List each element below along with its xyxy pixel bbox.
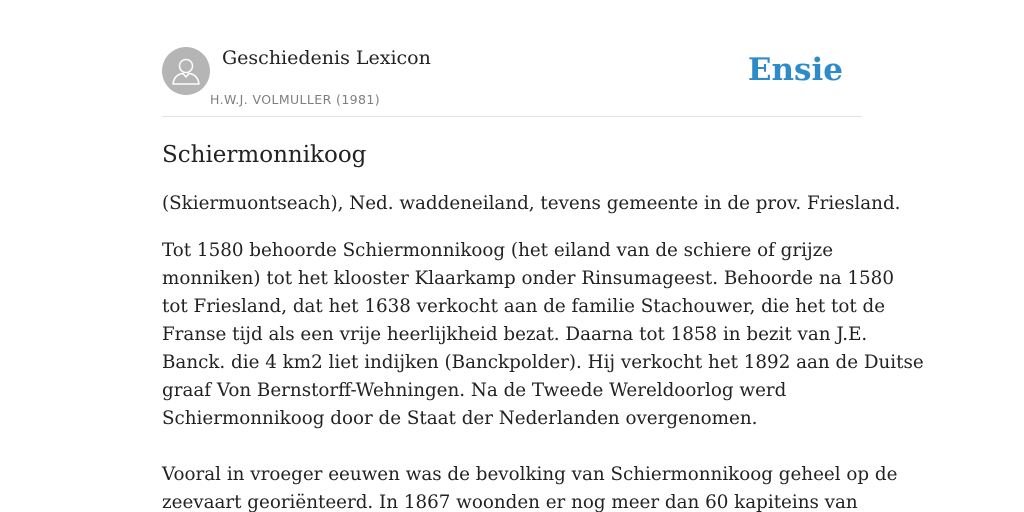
paragraph-line: Franse tijd als een vrije heerlijkheid bezat. Daarna tot 1858 in bezit van J.E.	[162, 324, 868, 345]
user-silhouette-icon	[162, 47, 210, 95]
paragraph-line: Schiermonnikoog door de Staat der Nederlanden overgenomen.	[162, 408, 758, 429]
entry-paragraph-1	[162, 237, 924, 433]
paragraph-line: Vooral in vroeger eeuwen was de bevolking van Schiermonnikoog geheel op de	[162, 464, 898, 485]
lexicon-header	[162, 47, 862, 117]
author-avatar[interactable]	[162, 47, 210, 95]
paragraph-line: monniken) tot het klooster Klaarkamp onder Rinsumageest. Behoorde na 1580	[162, 268, 894, 289]
entry-content	[162, 139, 924, 512]
paragraph-line: tot Friesland, dat het 1638 verkocht aan de familie Stachouwer, die het tot de	[162, 296, 886, 317]
entry-paragraph-2	[162, 461, 898, 512]
entry-title: Schiermonnikoog	[162, 142, 367, 168]
paragraph-line: graaf Von Bernstorff-Wehningen. Na de Tweede Wereldoorlog werd	[162, 380, 787, 401]
ensie-logo-link[interactable]: Ensie	[747, 52, 843, 88]
entry-lead: (Skiermuontseach), Ned. waddeneiland, tevens gemeente in de prov. Friesland.	[162, 193, 901, 214]
paragraph-line: zeevaart georiënteerd. In 1867 woonden er nog meer dan 60 kapiteins van	[162, 492, 858, 512]
author-name[interactable]: H.W.J. VOLMULLER (1981)	[210, 92, 381, 107]
lexicon-title-link[interactable]: Geschiedenis Lexicon	[222, 47, 431, 69]
paragraph-line: Banck. die 4 km2 liet indijken (Banckpolder). Hij verkocht het 1892 aan de Duitse	[162, 352, 924, 373]
paragraph-line: Tot 1580 behoorde Schiermonnikoog (het eiland van de schiere of grijze	[162, 240, 834, 261]
